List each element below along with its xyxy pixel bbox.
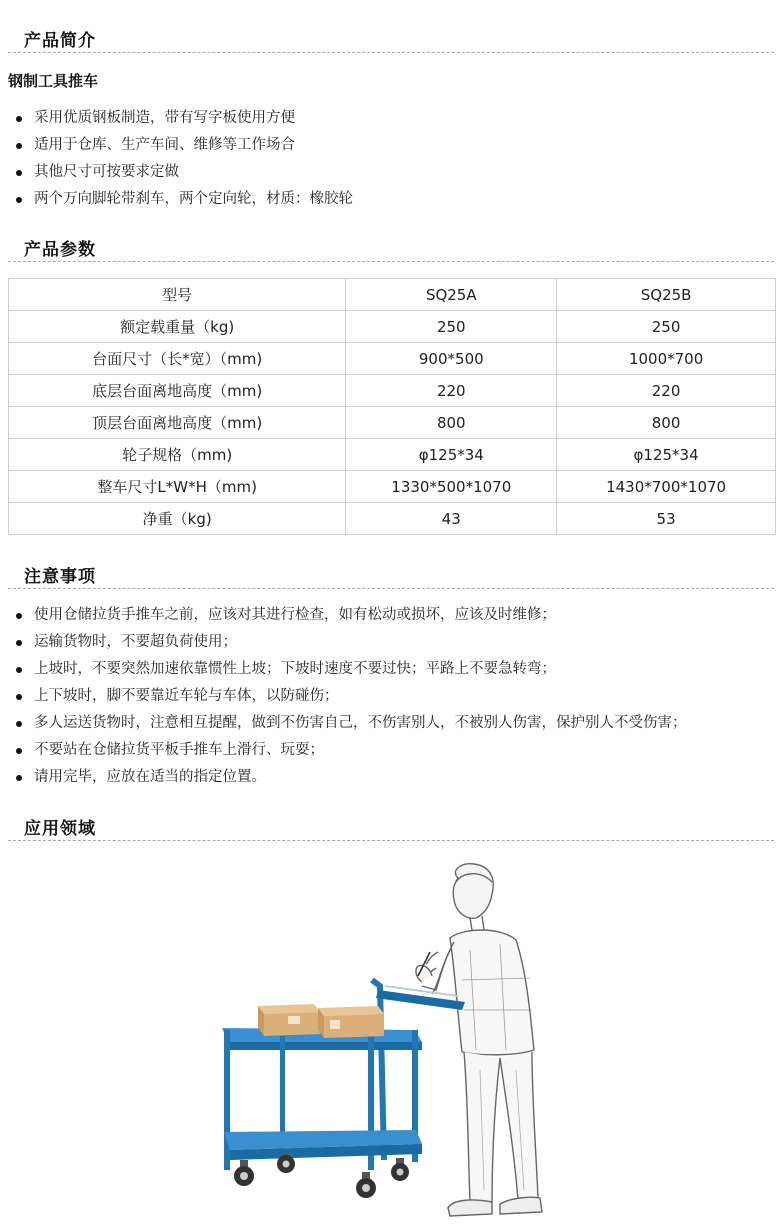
caster-wheel bbox=[391, 1158, 409, 1181]
list-item: 使用仓储拉货手推车之前，应该对其进行检查，如有松动或损坏，应该及时维修； bbox=[14, 602, 687, 629]
tool-cart-illustration bbox=[200, 860, 580, 1225]
table-cell: SQ25B bbox=[557, 279, 776, 311]
notes-list bbox=[14, 602, 687, 791]
list-item: 上下坡时，脚不要靠近车轮与车体，以防碰伤； bbox=[14, 683, 687, 710]
bullet-icon bbox=[16, 116, 22, 122]
table-cell: 净重（kg) bbox=[9, 503, 346, 535]
table-cell: 220 bbox=[557, 375, 776, 407]
table-cell: 台面尺寸（长*宽）（mm) bbox=[9, 343, 346, 375]
caster-wheel bbox=[234, 1160, 254, 1186]
table-cell: 900*500 bbox=[346, 343, 557, 375]
bullet-icon bbox=[16, 667, 22, 673]
worker-figure bbox=[416, 864, 542, 1216]
list-item: 两个万向脚轮带刹车，两个定向轮，材质：橡胶轮 bbox=[14, 186, 353, 213]
table-cell: 250 bbox=[346, 311, 557, 343]
section-title-notes: 注意事项 bbox=[24, 567, 96, 587]
list-item: 采用优质钢板制造，带有写字板使用方便 bbox=[14, 105, 353, 132]
bullet-icon bbox=[16, 613, 22, 619]
table-cell: 220 bbox=[346, 375, 557, 407]
table-cell: 53 bbox=[557, 503, 776, 535]
list-item: 上坡时，不要突然加速依靠惯性上坡；下坡时速度不要过快；平路上不要急转弯； bbox=[14, 656, 687, 683]
table-cell: 43 bbox=[346, 503, 557, 535]
section-title-intro: 产品简介 bbox=[24, 31, 96, 51]
dashed-divider bbox=[8, 261, 774, 262]
dashed-divider bbox=[8, 588, 774, 589]
table-cell: φ125*34 bbox=[557, 439, 776, 471]
table-cell: 轮子规格（mm) bbox=[9, 439, 346, 471]
table-row bbox=[9, 407, 776, 439]
table-row bbox=[9, 503, 776, 535]
bullet-icon bbox=[16, 170, 22, 176]
table-cell: SQ25A bbox=[346, 279, 557, 311]
table-cell: 1000*700 bbox=[557, 343, 776, 375]
table-row bbox=[9, 375, 776, 407]
caster-wheel bbox=[356, 1172, 376, 1198]
dashed-divider bbox=[8, 52, 774, 53]
table-cell: 额定载重量（kg) bbox=[9, 311, 346, 343]
table-cell: 1330*500*1070 bbox=[346, 471, 557, 503]
product-name: 钢制工具推车 bbox=[8, 72, 99, 90]
bullet-icon bbox=[16, 143, 22, 149]
table-cell: φ125*34 bbox=[346, 439, 557, 471]
table-cell: 底层台面离地高度（mm) bbox=[9, 375, 346, 407]
table-cell: 800 bbox=[557, 407, 776, 439]
table-row bbox=[9, 311, 776, 343]
cardboard-box bbox=[318, 1006, 384, 1038]
section-title-params: 产品参数 bbox=[24, 240, 96, 260]
bullet-icon bbox=[16, 748, 22, 754]
bullet-icon bbox=[16, 721, 22, 727]
table-row bbox=[9, 439, 776, 471]
table-cell: 250 bbox=[557, 311, 776, 343]
dashed-divider bbox=[8, 840, 774, 841]
table-cell: 800 bbox=[346, 407, 557, 439]
list-item: 运输货物时，不要超负荷使用； bbox=[14, 629, 687, 656]
bullet-icon bbox=[16, 640, 22, 646]
list-item: 其他尺寸可按要求定做 bbox=[14, 159, 353, 186]
section-title-application: 应用领域 bbox=[24, 819, 96, 839]
table-cell: 型号 bbox=[9, 279, 346, 311]
table-row bbox=[9, 343, 776, 375]
spec-table bbox=[8, 278, 776, 535]
blue-tool-cart bbox=[222, 980, 465, 1198]
list-item: 适用于仓库、生产车间、维修等工作场合 bbox=[14, 132, 353, 159]
feature-list bbox=[14, 105, 353, 213]
table-cell: 1430*700*1070 bbox=[557, 471, 776, 503]
cardboard-box bbox=[258, 1004, 320, 1036]
list-item: 多人运送货物时，注意相互提醒，做到不伤害自己，不伤害别人，不被别人伤害，保护别人不受伤害； bbox=[14, 710, 687, 737]
list-item: 不要站在仓储拉货平板手推车上滑行、玩耍； bbox=[14, 737, 687, 764]
table-cell: 整车尺寸L*W*H（mm) bbox=[9, 471, 346, 503]
bullet-icon bbox=[16, 775, 22, 781]
table-row bbox=[9, 471, 776, 503]
table-row bbox=[9, 279, 776, 311]
bullet-icon bbox=[16, 197, 22, 203]
table-cell: 顶层台面离地高度（mm) bbox=[9, 407, 346, 439]
list-item: 请用完毕，应放在适当的指定位置。 bbox=[14, 764, 687, 791]
bullet-icon bbox=[16, 694, 22, 700]
